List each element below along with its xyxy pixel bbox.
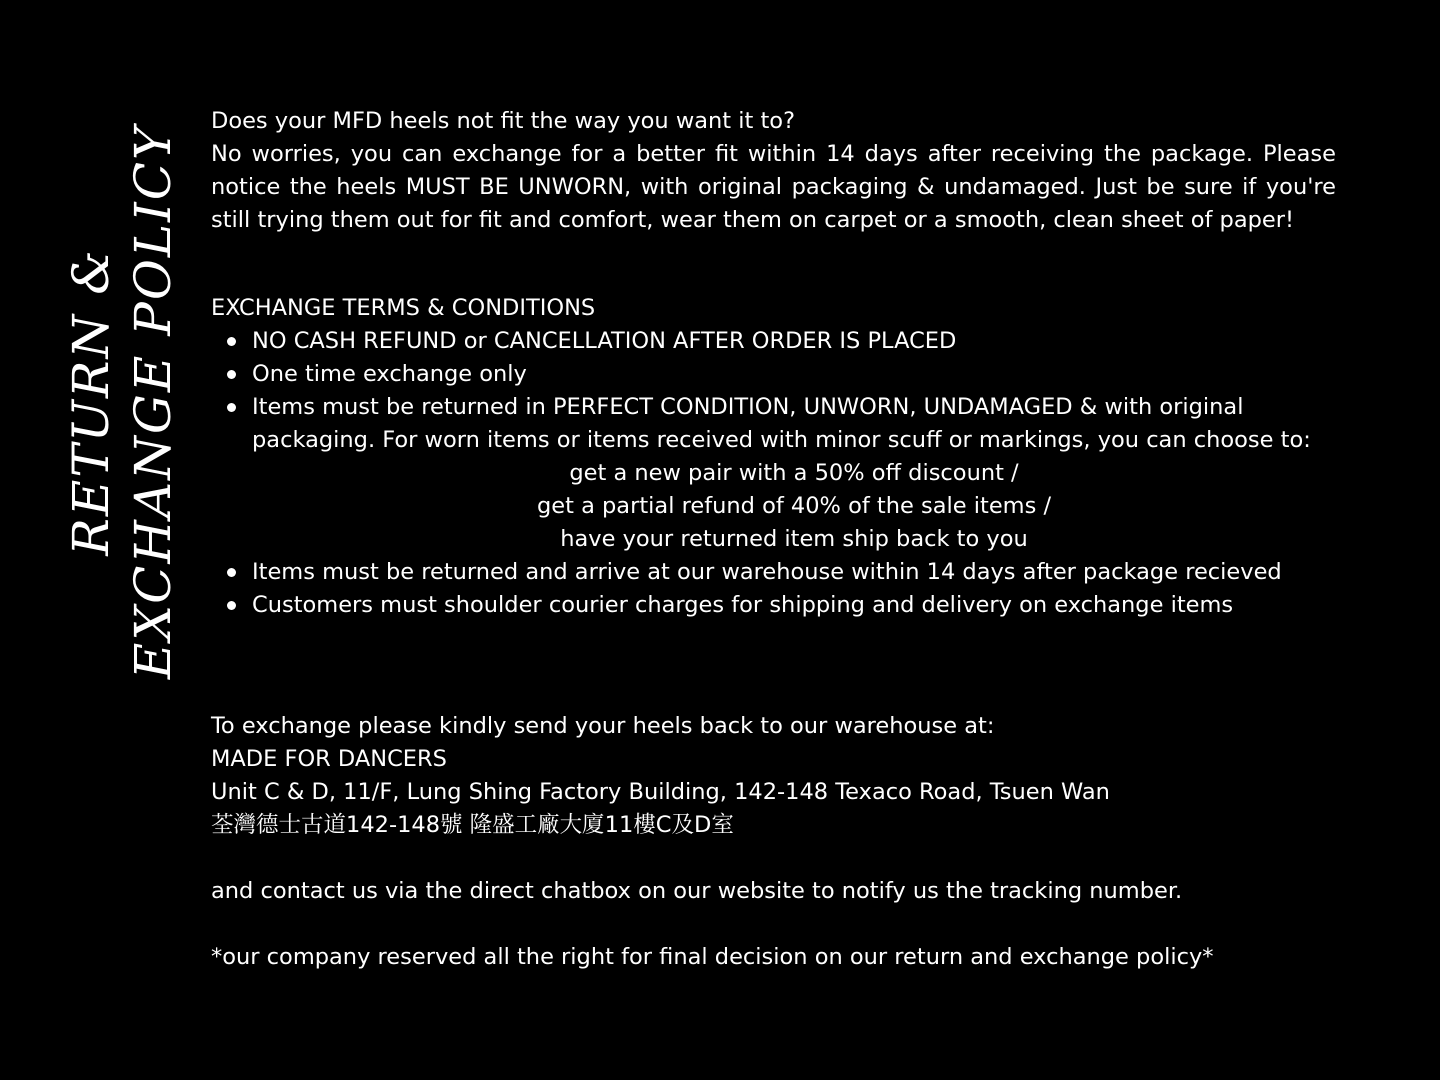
- policy-content: [211, 105, 1336, 974]
- spacer: [211, 688, 1336, 710]
- exchange-option: get a new pair with a 50% off discount /: [569, 460, 1019, 486]
- spacer: [211, 842, 1336, 875]
- address-intro: To exchange please kindly send your heels back to our warehouse at:: [211, 713, 995, 739]
- terms-item-text: One time exchange only: [252, 361, 527, 387]
- spacer: [211, 908, 1336, 941]
- policy-title-line1: RETURN &: [62, 248, 120, 556]
- spacer: [211, 622, 1336, 688]
- terms-item-text: Items must be returned and arrive at our warehouse within 14 days after package recieved: [252, 559, 1282, 585]
- terms-item-text: Items must be returned in PERFECT CONDITION, UNWORN, UNDAMAGED & with original packaging. For worn items or items received with minor scuff or markings, you can choose to:: [252, 394, 1311, 453]
- bullet-icon: [227, 568, 236, 577]
- terms-item: [211, 325, 1336, 358]
- terms-item-text: Customers must shoulder courier charges for shipping and delivery on exchange items: [252, 592, 1234, 618]
- disclaimer-text: *our company reserved all the right for final decision on our return and exchange policy*: [211, 944, 1214, 970]
- policy-title-rotated: [60, 104, 184, 700]
- terms-item: [211, 358, 1336, 391]
- terms-list: [211, 325, 1336, 622]
- terms-heading: EXCHANGE TERMS & CONDITIONS: [211, 295, 596, 321]
- intro-body: No worries, you can exchange for a better fit within 14 days after receiving the package. Please notice the heels MUST BE UNWORN, with original packaging & undamaged. Just be sure if you're still trying them out for fit and comfort, wear them on carpet or a smooth, clean sheet of paper!: [211, 141, 1336, 233]
- policy-title-line2: EXCHANGE POLICY: [124, 124, 182, 680]
- address-company: MADE FOR DANCERS: [211, 746, 447, 772]
- bullet-icon: [227, 337, 236, 346]
- contact-text: and contact us via the direct chatbox on our website to notify us the tracking number.: [211, 878, 1183, 904]
- exchange-option: get a partial refund of 40% of the sale items /: [536, 493, 1052, 519]
- terms-item-text: NO CASH REFUND or CANCELLATION AFTER ORDER IS PLACED: [252, 328, 957, 354]
- address-line-zh: 荃灣德士古道142-148號 隆盛工廠大廈11樓C及D室: [211, 812, 734, 838]
- address-line-en: Unit C & D, 11/F, Lung Shing Factory Building, 142-148 Texaco Road, Tsuen Wan: [211, 779, 1110, 805]
- bullet-icon: [227, 601, 236, 610]
- policy-title: [60, 104, 184, 700]
- exchange-options: [252, 457, 1336, 556]
- terms-item: [211, 391, 1336, 556]
- intro-question: Does your MFD heels not fit the way you want it to?: [211, 108, 796, 134]
- spacer: [211, 237, 1336, 270]
- bullet-icon: [227, 370, 236, 379]
- terms-item: [211, 589, 1336, 622]
- exchange-option: have your returned item ship back to you: [560, 526, 1028, 552]
- terms-item: [211, 556, 1336, 589]
- bullet-icon: [227, 403, 236, 412]
- spacer: [211, 270, 1336, 292]
